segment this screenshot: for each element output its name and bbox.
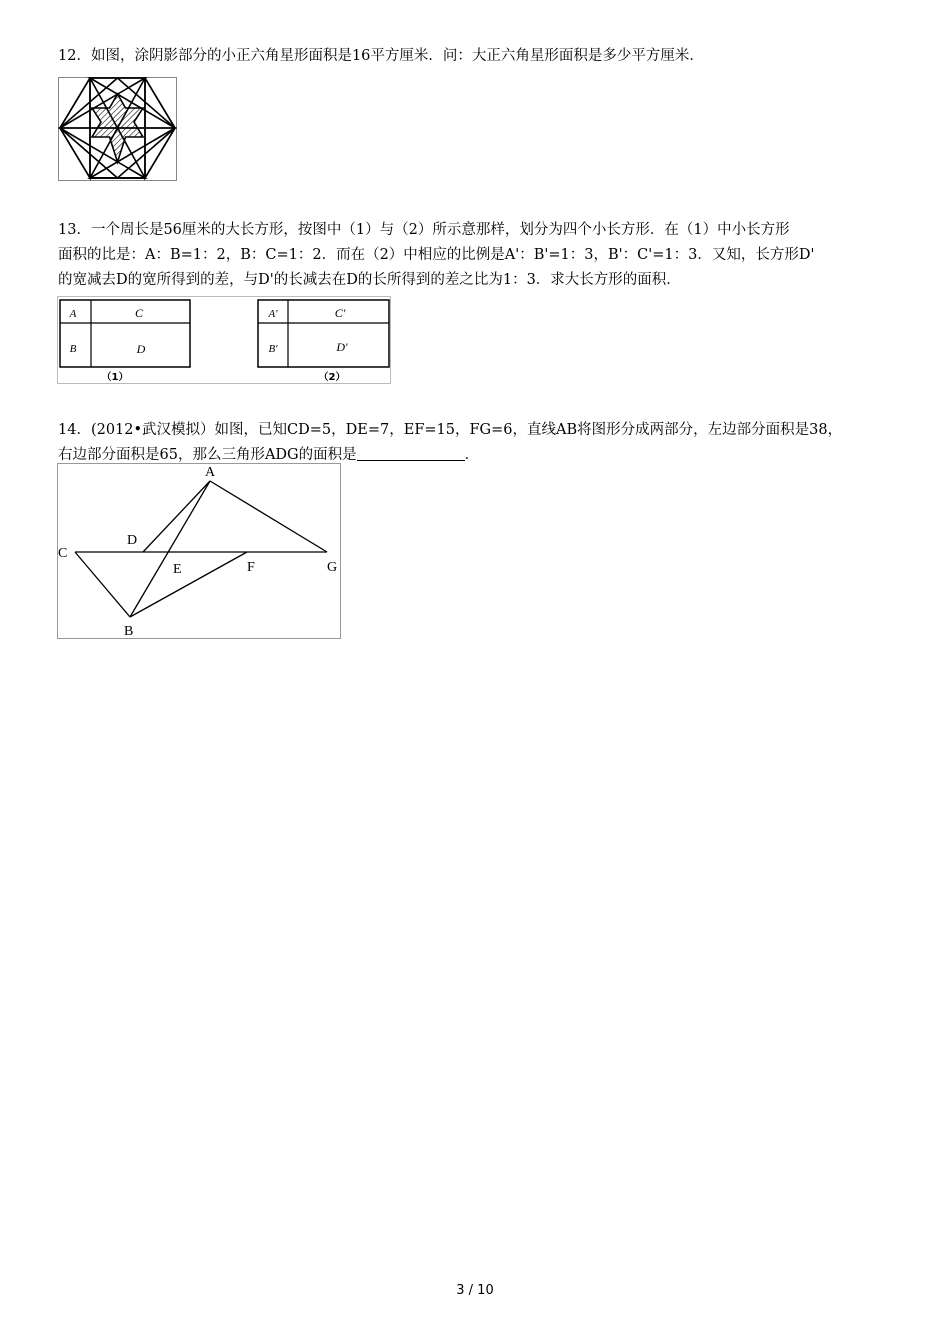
label-b-prime: B' xyxy=(268,343,278,355)
point-g-label: G xyxy=(327,560,338,575)
point-b-label: B xyxy=(124,624,134,639)
hexagram-figure xyxy=(58,77,177,181)
label-d-prime: D' xyxy=(336,340,348,354)
triangle-figure xyxy=(57,463,341,639)
rectangles-svg xyxy=(57,296,391,384)
question-13 xyxy=(58,218,896,293)
point-e-label: E xyxy=(173,562,182,577)
question-13-line-1: 13．一个周长是56厘米的大长方形，按图中（1）与（2）所示意那样，划分为四个小长方形．在（1）中小长方形 xyxy=(58,222,790,238)
question-14-line-2-text: 右边部分面积是65，那么三角形ADG的面积是 xyxy=(58,447,357,463)
page-number: 3 / 10 xyxy=(456,1283,494,1298)
label-c: C xyxy=(134,306,144,320)
triangle-svg xyxy=(57,463,341,639)
label-d: D xyxy=(136,342,146,356)
point-d-label: D xyxy=(127,533,138,548)
answer-blank[interactable] xyxy=(357,444,465,461)
question-13-line-2: 面积的比是：A：B=1：2，B：C=1：2．而在（2）中相应的比例是A'：B'=1：3，B'：C'=1：3．又知，长方形D' xyxy=(58,247,815,263)
point-c-label: C xyxy=(58,546,68,561)
question-13-line-3: 的宽减去D的宽所得到的差，与D'的长减去在D的长所得到的差之比为1：3．求大长方形的面积． xyxy=(58,272,681,288)
question-12 xyxy=(58,44,896,69)
question-14-line-1: 14．(2012•武汉模拟）如图，已知CD=5，DE=7，EF=15，FG=6，直线AB将图形分成两部分，左边部分面积是38， xyxy=(58,422,843,438)
point-f-label: F xyxy=(247,560,255,575)
hexagram-svg xyxy=(58,77,177,181)
label-a: A xyxy=(69,308,77,320)
figure-frame xyxy=(58,464,341,639)
caption-2: （2） xyxy=(318,372,346,383)
label-b: B xyxy=(69,343,77,355)
rectangles-figure xyxy=(57,296,391,384)
point-a-label: A xyxy=(205,465,216,480)
question-14-line-2-end: ． xyxy=(464,447,480,463)
question-14 xyxy=(58,418,896,468)
label-a-prime: A' xyxy=(268,308,278,320)
question-12-text: 12．如图，涂阴影部分的小正六角星形面积是16平方厘米．问：大正六角星形面积是多少平方厘米． xyxy=(58,48,704,64)
caption-1: （1） xyxy=(101,372,129,383)
label-c-prime: C' xyxy=(334,306,346,320)
